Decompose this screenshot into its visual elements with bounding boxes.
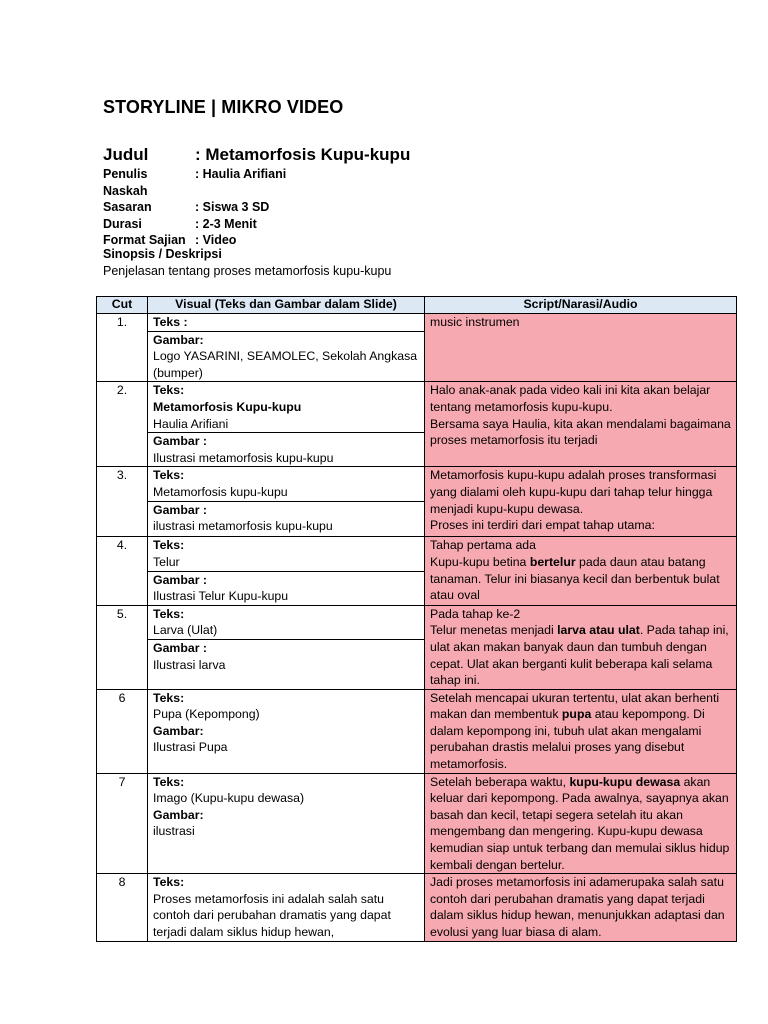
script-cell (425, 314, 737, 382)
teks-section (148, 467, 424, 501)
teks-label: Teks : (153, 315, 188, 329)
synopsis-text: Penjelasan tentang proses metamorfosis kupu-kupu (103, 263, 392, 278)
script-text-pre: Setelah beberapa waktu, (430, 774, 570, 789)
script-cell (425, 605, 737, 689)
script-cell (425, 874, 737, 941)
header-cut: Cut (97, 297, 148, 314)
meta-row-durasi (103, 216, 410, 233)
table-header-row (97, 297, 737, 314)
script-cell (425, 689, 737, 773)
teks-label: Teks: (153, 538, 185, 553)
teks-label: Teks: (153, 468, 185, 483)
teks-value: Haulia Arifiani (153, 416, 229, 431)
script-text-post: akan keluar dari kepompong. Pada awalnya, sayapnya akan basah dan kecil, tetapi segera setelah itu akan mengembang dan mengering. Kupu-kupu dewasa kemudian siap untuk terbang dan memulai siklus hidup kembali dengan bertelur. (430, 774, 730, 872)
gambar-section (153, 723, 419, 756)
meta-label: Format Sajian (103, 233, 186, 248)
script-cell (425, 537, 737, 605)
teks-section (148, 537, 424, 571)
visual-cell (148, 773, 425, 874)
script-text (430, 690, 731, 773)
teks-value: Telur (153, 554, 180, 569)
visual-cell (148, 467, 425, 537)
script-text-post: . Pada tahap ini, ulat akan makan banyak daun dan tumbuh dengan cepat. Ulat akan berganti kulit beberapa kali selama tahap ini. (430, 623, 729, 688)
gambar-label: Gambar: (153, 807, 204, 822)
synopsis-heading: Sinopsis / Deskripsi (103, 247, 222, 261)
meta-label: Penulis Naskah (103, 167, 148, 198)
cut-number: 7 (97, 773, 148, 874)
meta-value: : Metamorfosis Kupu-kupu (195, 145, 411, 164)
script-text-bold: pupa (561, 707, 592, 722)
script-text-bold: larva atau ulat (557, 623, 640, 638)
gambar-value: Ilustrasi larva (153, 657, 226, 672)
teks-section (153, 774, 419, 807)
teks-value: Pupa (Kepompong) (153, 707, 260, 722)
gambar-section (148, 332, 424, 382)
teks-value-bold: Metamorfosis Kupu-kupu (153, 399, 302, 414)
table-row (97, 314, 737, 382)
script-text: music instrumen (430, 315, 520, 329)
meta-label: Durasi (103, 216, 142, 231)
table-row (97, 605, 737, 689)
visual-cell (148, 605, 425, 689)
script-cell (425, 773, 737, 874)
visual-cell (148, 537, 425, 605)
cut-number: 1. (97, 314, 148, 382)
teks-section (148, 382, 424, 433)
teks-section (148, 314, 424, 332)
script-text-pre: Telur menetas menjadi (430, 623, 558, 638)
teks-section (153, 690, 419, 723)
gambar-label: Gambar: (153, 723, 204, 738)
script-cell (425, 382, 737, 467)
meta-row-judul (103, 144, 410, 166)
synopsis-block (103, 246, 391, 279)
gambar-value: Ilustrasi Pupa (153, 740, 228, 755)
visual-cell (148, 382, 425, 467)
meta-value: : 2-3 Menit (195, 216, 257, 231)
meta-row-sasaran (103, 199, 410, 216)
meta-value: : Haulia Arifiani (195, 167, 287, 181)
table-row (97, 689, 737, 773)
script-text-post: pada daun atau batang tanaman. Telur ini biasanya kecil dan berbentuk bulat atau oval (430, 554, 720, 603)
header-script: Script/Narasi/Audio (425, 297, 737, 314)
gambar-value: ilustrasi (153, 824, 195, 839)
script-text-2: Bersama saya Haulia, kita akan mendalami bagaimana proses metamorfosis itu terjadi (430, 416, 731, 448)
teks-section (153, 874, 419, 940)
teks-label: Teks: (153, 875, 185, 890)
gambar-label: Gambar : (153, 434, 207, 449)
teks-label: Teks: (153, 606, 185, 621)
script-text (430, 774, 731, 874)
gambar-value: Logo YASARINI, SEAMOLEC, Sekolah Angkasa (bumper) (153, 349, 418, 380)
script-text-pre: Kupu-kupu betina (430, 554, 530, 569)
gambar-label: Gambar : (153, 640, 207, 655)
visual-cell (148, 689, 425, 773)
teks-value: Proses metamorfosis ini adalah salah satu contoh dari perubahan dramatis yang dapat terjadi dalam siklus hidup hewan, (153, 891, 391, 939)
teks-label: Teks: (153, 383, 185, 398)
gambar-section (148, 572, 424, 605)
gambar-section (148, 433, 424, 466)
script-text-2: Proses ini terdiri dari empat tahap utama: (430, 518, 655, 533)
visual-cell (148, 874, 425, 941)
cut-number: 3. (97, 467, 148, 537)
table-row (97, 537, 737, 605)
gambar-label: Gambar: (153, 332, 204, 347)
visual-cell (148, 314, 425, 382)
header-visual: Visual (Teks dan Gambar dalam Slide) (148, 297, 425, 314)
gambar-label: Gambar : (153, 572, 207, 587)
gambar-value: Ilustrasi Telur Kupu-kupu (153, 589, 289, 604)
table-row (97, 467, 737, 537)
script-text-post: atau kepompong. Di dalam kepompong ini, tubuh ulat akan mengalami perubahan drastis melalui proses yang disebut metamorfosis. (430, 707, 705, 772)
gambar-value: ilustrasi metamorfosis kupu-kupu (153, 519, 333, 534)
gambar-label: Gambar : (153, 502, 207, 517)
gambar-section (148, 502, 424, 535)
script-text: Halo anak-anak pada video kali ini kita akan belajar tentang metamorfosis kupu-kupu. (430, 383, 711, 414)
script-text: Pada tahap ke-2 (430, 606, 521, 621)
meta-value: : Siswa 3 SD (195, 200, 270, 215)
script-text-pre: Setelah mencapai ukuran tertentu, ulat akan berhenti makan dan membentuk (430, 690, 720, 722)
table-row (97, 382, 737, 467)
cut-number: 6 (97, 689, 148, 773)
meta-label: Judul (103, 145, 149, 164)
meta-label: Sasaran (103, 200, 152, 215)
script-text-bold: kupu-kupu dewasa (569, 774, 681, 789)
document-title: STORYLINE | MIKRO VIDEO (103, 97, 344, 117)
table-row (97, 773, 737, 874)
script-text: Tahap pertama ada (430, 538, 536, 553)
teks-value: Larva (Ulat) (153, 623, 218, 638)
script-text-2 (430, 622, 731, 688)
cut-number: 2. (97, 382, 148, 467)
script-text: Jadi proses metamorfosis ini adamerupaka salah satu contoh dari perubahan dramatis yang dapat terjadi dalam siklus hidup hewan, menunjukkan adaptasi dan evolusi yang luar biasa di alam. (430, 875, 725, 939)
table-row (97, 874, 737, 941)
teks-label: Teks: (153, 774, 185, 789)
teks-value: Metamorfosis kupu-kupu (153, 484, 288, 499)
gambar-value: Ilustrasi metamorfosis kupu-kupu (153, 450, 334, 465)
cut-number: 5. (97, 605, 148, 689)
teks-section (148, 606, 424, 640)
script-text-2 (430, 554, 731, 604)
meta-value: : Video (195, 233, 237, 248)
teks-label: Teks: (153, 690, 185, 705)
cut-number: 4. (97, 537, 148, 605)
teks-value: Imago (Kupu-kupu dewasa) (153, 791, 305, 806)
script-cell (425, 467, 737, 537)
script-text: Metamorfosis kupu-kupu adalah proses transformasi yang dialami oleh kupu-kupu dari tahap telur hingga menjadi kupu-kupu dewasa. (430, 468, 717, 516)
metadata-block (103, 144, 410, 249)
cut-number: 8 (97, 874, 148, 941)
storyline-table (96, 296, 737, 942)
gambar-section (153, 807, 419, 840)
script-text-bold: bertelur (529, 554, 576, 569)
gambar-section (148, 640, 424, 673)
meta-row-penulis (103, 166, 410, 199)
